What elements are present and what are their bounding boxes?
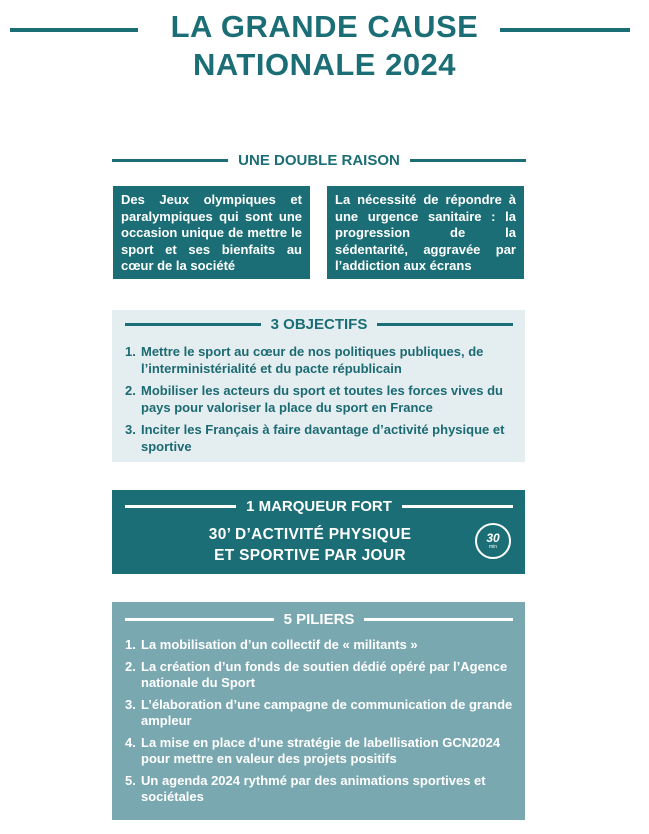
section-heading-label: UNE DOUBLE RAISON	[238, 152, 400, 169]
heading-rule	[125, 323, 261, 326]
heading-rule	[377, 323, 513, 326]
section-heading-label: 5 PILIERS	[283, 611, 355, 628]
title-line-2: NATIONALE 2024	[192, 47, 457, 82]
section-heading-label: 3 OBJECTIFS	[270, 316, 368, 333]
piliers-list	[125, 637, 520, 811]
list-item: 5. Un agenda 2024 rythmé par des animations sportives et sociétales	[125, 772, 486, 804]
heading-rule	[125, 505, 236, 508]
piliers-heading	[125, 611, 513, 628]
section-heading-label: 1 MARQUEUR FORT	[246, 498, 392, 515]
double-raison-heading	[112, 152, 526, 169]
page-title	[0, 8, 649, 84]
marqueur-heading	[125, 498, 513, 515]
heading-rule	[410, 159, 526, 162]
heading-rule	[125, 618, 274, 621]
raison-left-box	[113, 186, 310, 279]
heading-rule	[112, 159, 228, 162]
raison-right-box	[327, 186, 524, 279]
list-item: 3. L’élaboration d’une campagne de communication de grande ampleur	[125, 696, 513, 728]
list-item: 1. La mobilisation d’un collectif de « militants »	[125, 637, 418, 652]
list-item: 2. Mobiliser les acteurs du sport et toutes les forces vives du pays pour valoriser la place du sport en France	[125, 383, 503, 415]
list-item: 3. Inciter les Français à faire davantage d’activité physique et sportive	[125, 422, 505, 454]
marqueur-statement	[180, 524, 440, 566]
heading-rule	[402, 505, 513, 508]
objectifs-heading	[125, 316, 513, 333]
list-item: 1. Mettre le sport au cœur de nos politiques publiques, de l’interministérialité et du pacte républicain	[125, 344, 484, 376]
heading-rule	[364, 618, 513, 621]
raison-left-text: Des Jeux olympiques et paralympiques qui sont une occasion unique de mettre le sport et ses bienfaits au cœur de la société	[121, 192, 302, 273]
badge-number: 30	[486, 531, 500, 545]
list-item: 4. La mise en place d’une stratégie de labellisation GCN2024 pour mettre en valeur des projets positifs	[125, 734, 501, 766]
stopwatch-30-icon	[475, 523, 511, 559]
objectifs-list	[125, 344, 520, 461]
raison-right-text: La nécessité de répondre à une urgence sanitaire : la progression de la sédentarité, aggravée par l’addiction aux écrans	[335, 192, 516, 273]
marqueur-line-1: 30’ D’ACTIVITÉ PHYSIQUE	[208, 526, 412, 543]
title-line-1: LA GRANDE CAUSE	[170, 9, 479, 44]
marqueur-line-2: ET SPORTIVE PAR JOUR	[214, 547, 406, 564]
list-item: 2. La création d’un fonds de soutien dédié opéré par l’Agence nationale du Sport	[125, 658, 508, 690]
badge-unit: min	[488, 544, 498, 550]
